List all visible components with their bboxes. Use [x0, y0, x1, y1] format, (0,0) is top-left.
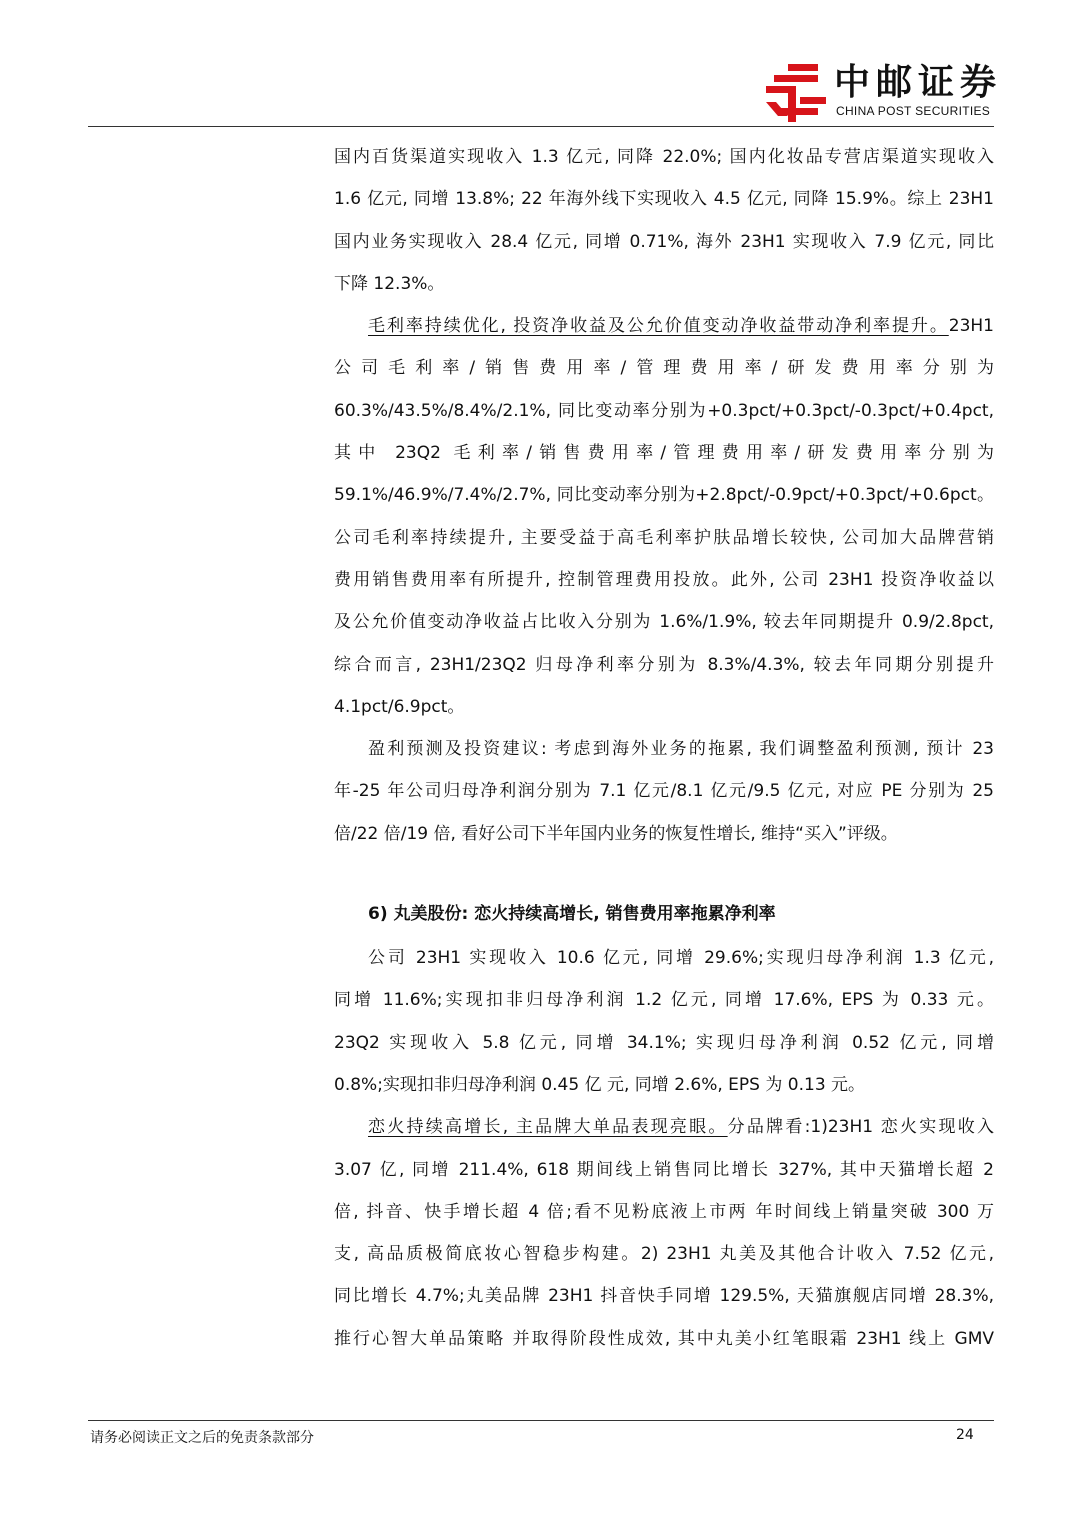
logo-english-name: CHINA POST SECURITIES [836, 104, 991, 118]
text-line: 推行心智大单品策略 并取得阶段性成效, 其中丸美小红笔眼霜 23H1 线上 GMV [334, 1328, 994, 1349]
text-span: 23H1 [948, 316, 994, 337]
page-number: 24 [956, 1427, 974, 1443]
text-line: 盈利预测及投资建议: 考虑到海外业务的拖累, 我们调整盈利预测, 预计 23 [368, 739, 994, 760]
text-line: 4.1pct/6.9pct。 [334, 696, 465, 717]
page-header [0, 0, 1080, 130]
text-line: 59.1%/46.9%/7.4%/2.7%, 同比变动率分别为+2.8pct/-0.9pct/+0.3pct/+0.6pct。 [334, 485, 994, 506]
underlined-heading: 恋火持续高增长, 主品牌大单品表现亮眼。 [368, 1117, 728, 1138]
text-line: 公司 23H1 实现收入 10.6 亿元, 同增 29.6%;实现归母净利润 1.3 亿元, [368, 948, 994, 969]
report-body [334, 136, 994, 1360]
text-line: 支, 高品质极简底妆心智稳步构建。2) 23H1 丸美及其他合计收入 7.52 亿元, [334, 1244, 994, 1265]
text-line: 23Q2 实现收入 5.8 亿元, 同增 34.1%; 实现归母净利润 0.52 亿元, 同增 [334, 1032, 994, 1053]
footer-disclaimer: 请务必阅读正文之后的免责条款部分 [90, 1430, 314, 1446]
underlined-heading: 毛利率持续优化, 投资净收益及公允价值变动净收益带动净利率提升。 [368, 316, 949, 337]
text-line: 0.8%;实现扣非归母净利润 0.45 亿 元, 同增 2.6%, EPS 为 0.13 元。 [334, 1074, 866, 1095]
text-line: 倍, 抖音、快手增长超 4 倍;看不见粉底液上市两 年时间线上销量突破 300 万 [334, 1201, 994, 1222]
text-line: 综合而言, 23H1/23Q2 归母净利率分别为 8.3%/4.3%, 较去年同期分别提升 [334, 654, 994, 675]
logo-chinese-name: 中邮证券 [834, 62, 1003, 103]
text-line: 60.3%/43.5%/8.4%/2.1%, 同比变动率分别为+0.3pct/+0.3pct/-0.3pct/+0.4pct, [334, 400, 994, 421]
text-line: 同比增长 4.7%;丸美品牌 23H1 抖音快手同增 129.5%, 天猫旗舰店同增 28.3%, [334, 1286, 994, 1307]
text-line: 公司毛利率持续提升, 主要受益于高毛利率护肤品增长较快, 公司加大品牌营销 [334, 527, 994, 548]
text-line: 公司毛利率/销售费用率/管理费用率/研发费用率分别为 [334, 358, 994, 379]
text-line: 国内百货渠道实现收入 1.3 亿元, 同降 22.0%; 国内化妆品专营店渠道实现收入 [334, 147, 994, 167]
text-line: 国内业务实现收入 28.4 亿元, 同增 0.71%, 海外 23H1 实现收入 7.9 亿元, 同比 [334, 231, 994, 252]
china-post-logo-icon [766, 64, 826, 122]
text-span: 分品牌看:1)23H1 恋火实现收入 [727, 1117, 994, 1138]
text-line [334, 1106, 994, 1148]
section-title: 6) 丸美股份: 恋火持续高增长, 销售费用率拖累净利率 [368, 904, 776, 925]
text-line: 1.6 亿元, 同增 13.8%; 22 年海外线下实现收入 4.5 亿元, 同降 15.9%。综上 23H1 [334, 189, 994, 210]
text-line: 下降 12.3%。 [334, 273, 445, 294]
paragraph-brand-growth [334, 1106, 994, 1360]
header-divider [88, 126, 994, 127]
text-line: 3.07 亿, 同增 211.4%, 618 期间线上销售同比增长 327%, 其中天猫增长超 2 [334, 1159, 994, 1180]
text-line: 其中 23Q2 毛利率/销售费用率/管理费用率/研发费用率分别为 [334, 443, 994, 464]
text-line [334, 305, 994, 347]
paragraph-revenue-channels [334, 136, 994, 305]
text-line: 费用销售费用率有所提升, 控制管理费用投放。此外, 公司 23H1 投资净收益以 [334, 569, 994, 590]
text-line: 同增 11.6%;实现扣非归母净利润 1.2 亿元, 同增 17.6%, EPS 为 0.33 元。 [334, 990, 994, 1011]
paragraph-forecast [334, 728, 994, 855]
text-line: 及公允价值变动净收益占比收入分别为 1.6%/1.9%, 较去年同期提升 0.9/2.8pct, [334, 612, 994, 633]
text-line: 年-25 年公司归母净利润分别为 7.1 亿元/8.1 亿元/9.5 亿元, 对应 PE 分别为 25 [334, 781, 994, 802]
paragraph-margin-analysis [334, 305, 994, 728]
paragraph-marubi-results [334, 937, 994, 1106]
text-line: 倍/22 倍/19 倍, 看好公司下半年国内业务的恢复性增长, 维持“买入”评级。 [334, 823, 898, 844]
footer-divider [88, 1420, 994, 1421]
